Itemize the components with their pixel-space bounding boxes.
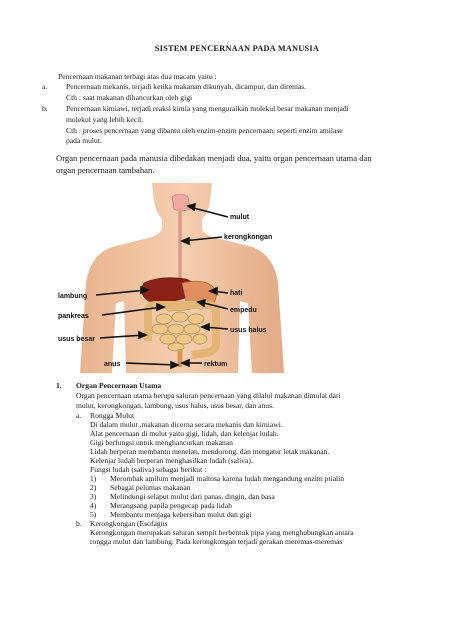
- label-rektum: rektum: [204, 361, 228, 368]
- mulut-text-line: Fungsi ludah (saliva) sebagai berikut :: [90, 465, 207, 474]
- digestive-system-diagram: [52, 183, 302, 373]
- label-empedu: empedu: [230, 307, 257, 314]
- intro-text: Pencernaan makanan terbagi atas dua macam yaitu :: [58, 72, 217, 81]
- item-b-text-2: molekul yang lebih kecil.: [66, 115, 144, 124]
- label-pankreas: pankreas: [58, 313, 89, 320]
- organ-paragraph-1: Organ pencernaan pada manusia dibedakan menjadi dua, yaitu organ pencernaan utama dan: [56, 153, 372, 163]
- mulut-text-line: Lidah berperan membantu menelan, mendorong, dan mengatur letak makanan.: [90, 447, 330, 456]
- list-marker-a: a.: [42, 82, 48, 91]
- ludah-function-text: Sebagai pelumas makanan: [110, 483, 191, 492]
- sub-title-kerongkongan: Kerongkongan (Esofagus: [90, 519, 168, 528]
- label-hati: hati: [230, 290, 243, 297]
- label-anus: anus: [104, 361, 121, 368]
- item-b-example-1: Cth : proses pencernaan yang dibantu oleh enzim-enzim pencernaan, seperti enzim amilase: [66, 126, 343, 135]
- item-a-text: Pencernaan mekanis, terjadi ketika makanan dikunyah, dicampur, dan diremas.: [66, 82, 307, 91]
- label-lambung: lambung: [58, 293, 88, 300]
- label-mulut: mulut: [230, 214, 250, 221]
- list-marker-b: b.: [42, 104, 48, 113]
- label-kerongkongan: kerongkongan: [224, 234, 273, 241]
- ludah-function-text: Merombak amilum menjadi maltosa karena ludah mengandung enzim ptialin: [110, 474, 345, 483]
- section-title: Organ Pencernaan Utama: [76, 381, 162, 390]
- ludah-function-number: 3): [90, 492, 97, 501]
- mulut-text-line: Alat pencernaan di mulut yaitu gigi, lidah, dan kelenjar ludah.: [90, 429, 279, 438]
- digestive-system-figure: [52, 183, 302, 373]
- sub-marker-a: a.: [76, 411, 82, 420]
- mulut-text-line: Kelenjar ludah berperan menghasilkan ludah (saliva).: [90, 456, 253, 465]
- oral-cavity: [172, 194, 190, 211]
- kerongkongan-text-2: rongga mulut dan lambung. Pada kerongkongan terjadi gerakan meremas-meremas: [90, 537, 343, 546]
- mulut-text-line: Di dalam mulut ,makanan dicerna secara mekanis dan kimiawi.: [90, 420, 283, 429]
- ludah-function-number: 5): [90, 510, 97, 519]
- ludah-function-number: 2): [90, 483, 97, 492]
- ludah-function-number: 1): [90, 474, 97, 483]
- item-a-example: Cth : saat makanan dihancurkan oleh gigi: [66, 93, 193, 102]
- ludah-function-text: Melindungi selaput mulut dari panas, dingin, dan basa: [110, 492, 275, 501]
- section-number: 1.: [56, 381, 62, 390]
- item-b-text-1: Pencernaan kimiawi, terjadi reaksi kimia yang menguraikan molekul besar makanan menjadi: [66, 104, 349, 113]
- label-usus-halus: usus halus: [230, 327, 267, 334]
- sub-marker-b: b.: [76, 519, 82, 528]
- ludah-function-text: Merangsang papila pengecap pada lidah: [110, 501, 232, 510]
- kerongkongan-text-1: Kerongkongan merupakan saluran sempit berbentuk pipa yang menghubungkan antara: [90, 528, 354, 537]
- mulut-text-line: Gigi berfungsi untuk menghancurkan makanan: [90, 438, 233, 447]
- item-b-example-2: pada mulut.: [66, 136, 102, 145]
- organ-paragraph-2: organ pencernaan tambahan.: [56, 165, 155, 175]
- sub-title-rongga-mulut: Rongga Mulut: [90, 411, 135, 420]
- ludah-function-text: Membantu menjaga kebersihan mulut dan gigi: [110, 510, 252, 519]
- section-text-1: Organ pencernaan utama berupa saluran pencernaan yang dilalui makanan dimulai dari: [76, 391, 341, 400]
- label-usus-besar: usus besar: [58, 336, 95, 343]
- section-text-2: mulut, kerongkongan, lambung, usus halus, usus besar, dan anus.: [76, 401, 274, 410]
- ludah-function-number: 4): [90, 501, 97, 510]
- page-title: SISTEM PENCERNAAN PADA MANUSIA: [154, 44, 320, 53]
